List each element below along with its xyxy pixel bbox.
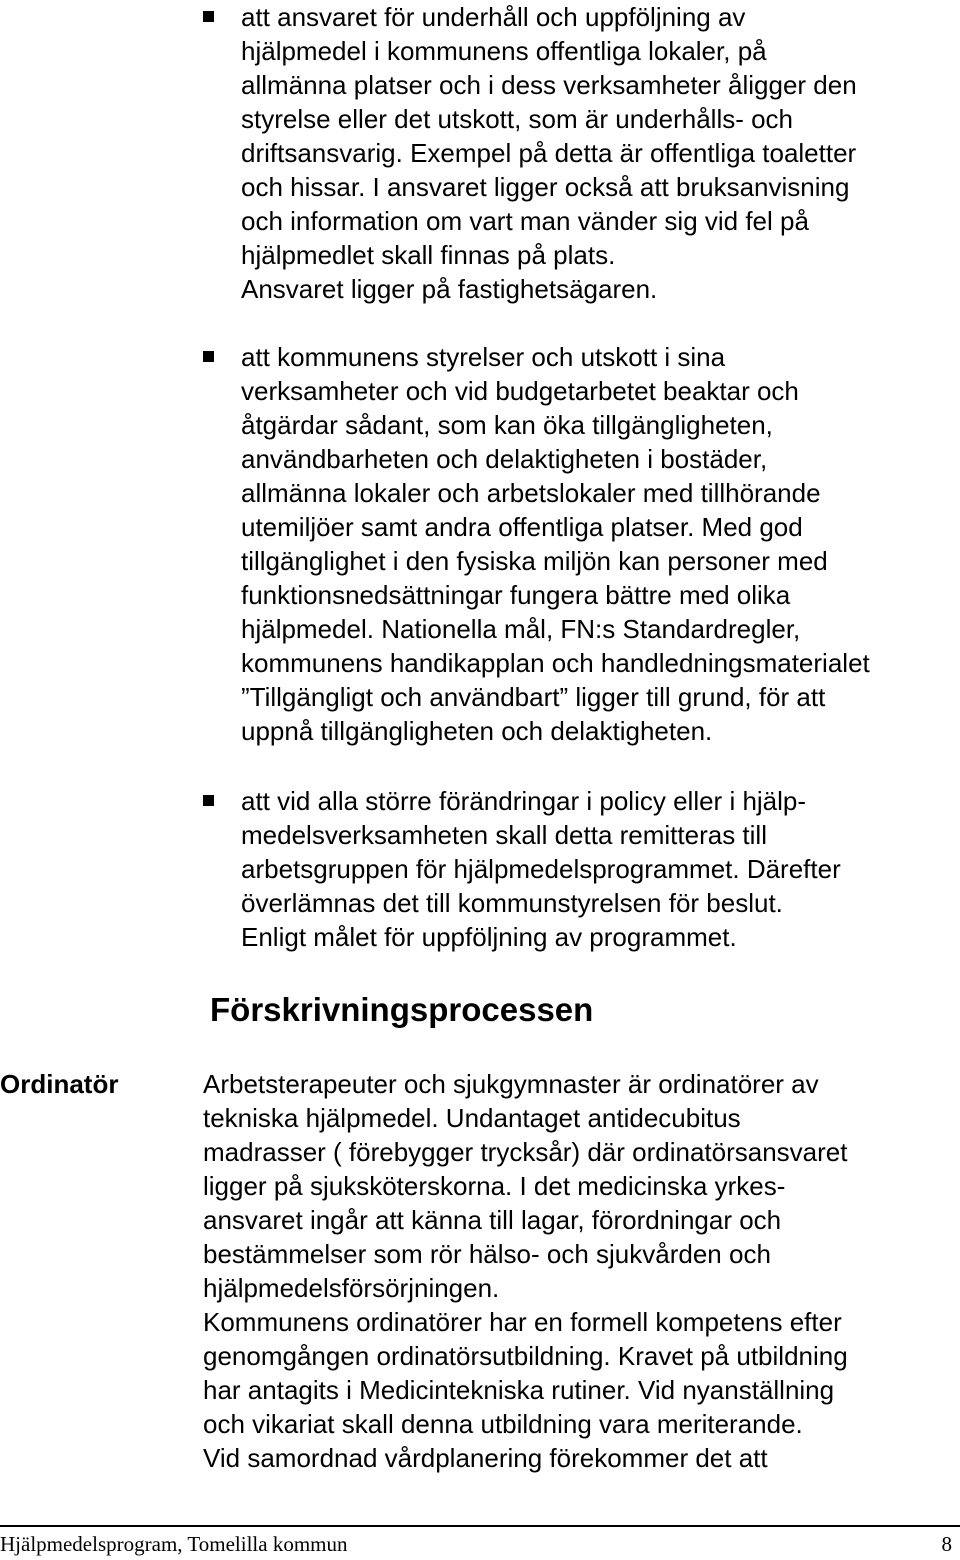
bullet-paragraph-2 bbox=[241, 340, 870, 748]
text-line: kommunens handikapplan och handledningsmaterialet bbox=[241, 648, 870, 678]
text-line: bestämmelser som rör hälso- och sjukvården och bbox=[203, 1239, 771, 1269]
section-heading: Förskrivningsprocessen bbox=[210, 991, 594, 1028]
text-line: användbarheten och delaktigheten i bostäder, bbox=[241, 444, 768, 474]
text-line: att ansvaret för underhåll och uppföljning av bbox=[241, 2, 746, 32]
text-line: att kommunens styrelser och utskott i sina bbox=[241, 342, 726, 372]
text-line: allmänna platser och i dess verksamheter åligger den bbox=[241, 70, 857, 100]
bullet-marker-3 bbox=[203, 795, 214, 806]
text-line: och vikariat skall denna utbildning vara meriterande. bbox=[203, 1409, 803, 1439]
text-line: Kommunens ordinatörer har en formell kompetens efter bbox=[203, 1307, 842, 1337]
ordinator-label: Ordinatör bbox=[0, 1069, 119, 1099]
bullet-paragraph-1 bbox=[241, 0, 857, 306]
text-line: åtgärdar sådant, som kan öka tillgängligheten, bbox=[241, 410, 773, 440]
text-line: genomgången ordinatörsutbildning. Kravet på utbildning bbox=[203, 1341, 848, 1371]
ordinator-description bbox=[203, 1067, 848, 1475]
bullet-marker-1 bbox=[203, 11, 214, 22]
bullet-marker-2 bbox=[203, 351, 214, 362]
text-line: utemiljöer samt andra offentliga platser. Med god bbox=[241, 512, 803, 542]
text-line: Arbetsterapeuter och sjukgymnaster är ordinatörer av bbox=[203, 1069, 819, 1099]
page-footer bbox=[0, 1525, 960, 1560]
text-line: Vid samordnad vårdplanering förekommer det att bbox=[203, 1443, 768, 1473]
text-line: ansvaret ingår att känna till lagar, förordningar och bbox=[203, 1205, 782, 1235]
text-line: och hissar. I ansvaret ligger också att bruksanvisning bbox=[241, 172, 850, 202]
text-line: arbetsgruppen för hjälpmedelsprogrammet. Därefter bbox=[241, 854, 841, 884]
text-line: funktionsnedsättningar fungera bättre med olika bbox=[241, 580, 791, 610]
text-line: tillgänglighet i den fysiska miljön kan personer med bbox=[241, 546, 828, 576]
text-line: ligger på sjuksköterskorna. I det medicinska yrkes- bbox=[203, 1171, 786, 1201]
text-line: ”Tillgängligt och användbart” ligger till grund, för att bbox=[241, 682, 826, 712]
text-line: överlämnas det till kommunstyrelsen för beslut. bbox=[241, 888, 783, 918]
text-line: allmänna lokaler och arbetslokaler med tillhörande bbox=[241, 478, 821, 508]
text-line: och information om vart man vänder sig vid fel på bbox=[241, 206, 809, 236]
footer-title: Hjälpmedelsprogram, Tomelilla kommun bbox=[0, 1532, 348, 1556]
text-line: Enligt målet för uppföljning av programmet. bbox=[241, 922, 737, 952]
text-line: styrelse eller det utskott, som är underhålls- och bbox=[241, 104, 794, 134]
text-line: att vid alla större förändringar i policy eller i hjälp- bbox=[241, 786, 807, 816]
bullet-paragraph-3 bbox=[241, 784, 841, 954]
text-line: hjälpmedlet skall finnas på plats. bbox=[241, 240, 616, 270]
text-line: hjälpmedel i kommunens offentliga lokaler, på bbox=[241, 36, 767, 66]
text-line: Ansvaret ligger på fastighetsägaren. bbox=[241, 274, 658, 304]
text-line: verksamheter och vid budgetarbetet beaktar och bbox=[241, 376, 799, 406]
text-line: madrasser ( förebygger trycksår) där ordinatörsansvaret bbox=[203, 1137, 848, 1167]
page-number: 8 bbox=[941, 1532, 952, 1556]
text-line: uppnå tillgängligheten och delaktigheten. bbox=[241, 716, 713, 746]
text-line: hjälpmedelsförsörjningen. bbox=[203, 1273, 500, 1303]
text-line: har antagits i Medicintekniska rutiner. Vid nyanställning bbox=[203, 1375, 835, 1405]
text-line: tekniska hjälpmedel. Undantaget antidecubitus bbox=[203, 1103, 741, 1133]
text-line: hjälpmedel. Nationella mål, FN:s Standardregler, bbox=[241, 614, 801, 644]
text-line: driftsansvarig. Exempel på detta är offentliga toaletter bbox=[241, 138, 857, 168]
text-line: medelsverksamheten skall detta remitteras till bbox=[241, 820, 767, 850]
